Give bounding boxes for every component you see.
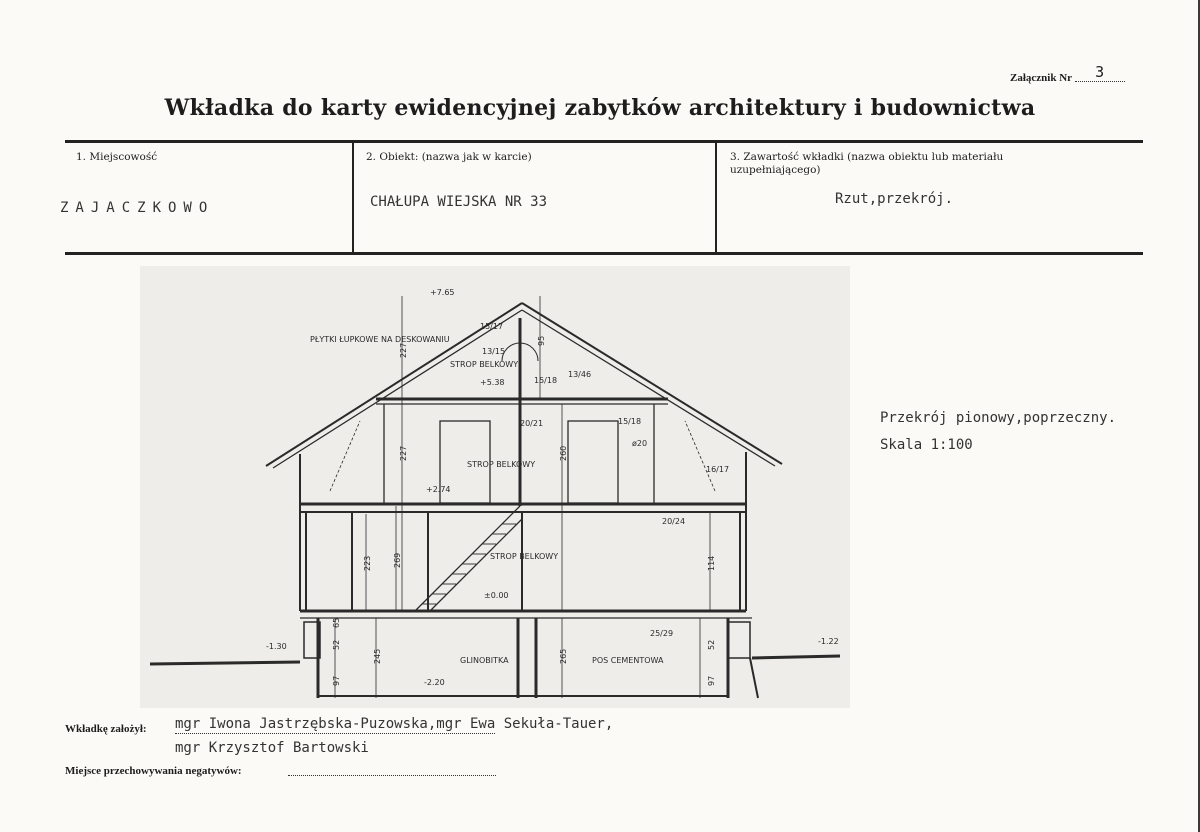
annotation-strop-upper: STROP BELKOWY [450,360,519,369]
dim-223: 223 [363,555,372,571]
section-1518b: 15/18 [618,417,642,426]
table-divider-1 [352,143,354,254]
dim-227b: 227 [399,445,408,461]
field-label-locality: 1. Miejscowość [76,151,158,163]
author-dotline [175,733,495,734]
section-1518: 15/18 [534,376,558,385]
section-1517: 15/17 [480,322,504,331]
author-line-2: mgr Krzysztof Bartowski [175,740,369,756]
field-value-locality: ZAJACZKOWO [60,200,215,216]
section-1315: 13/15 [482,347,506,356]
section-1617: 16/17 [706,465,730,474]
dim-260: 260 [559,445,568,461]
section-2024: 20/24 [662,517,686,526]
drawing-caption-1: Przekrój pionowy,poprzeczny. [880,410,1117,426]
dim-97a: 97 [332,675,341,686]
section-f20: ø20 [632,439,648,448]
dim-52b: 52 [707,639,716,650]
annotation-roof: PŁYTKI ŁUPKOWE NA DESKOWANIU [310,335,450,344]
author-line-1: mgr Iwona Jastrzębska-Puzowska,mgr Ewa Sekuła-Tauer, [175,716,614,732]
dim-227a: 227 [399,342,408,358]
field-value-object: CHAŁUPA WIEJSKA NR 33 [370,194,548,210]
dim-65: 65 [332,617,341,628]
author-label: Wkładkę założył: [65,723,147,735]
table-top-rule [65,140,1143,143]
dim-114: 114 [707,555,716,571]
section-2529: 25/29 [650,629,674,638]
table-divider-2 [715,143,717,254]
elevation-m122: -1.22 [818,637,839,646]
drawing-photo [140,266,850,708]
elevation-m220: -2.20 [424,678,445,687]
dim-97b: 97 [707,675,716,686]
cross-section-drawing [140,266,850,708]
dim-95: 95 [537,335,546,346]
page-title: Wkładka do karty ewidencyjnej zabytków architektury i budownictwa [164,95,1036,121]
elevation-538: +5.38 [480,378,505,387]
field-label-contents: 3. Zawartość wkładki (nazwa obiektu lub materiału uzupełniającego) [730,151,1004,176]
elevation-m130: -1.30 [266,642,287,651]
dim-265: 265 [559,648,568,664]
dim-245: 245 [373,648,382,664]
elevation-000: ±0.00 [484,591,509,600]
annotation-strop-lower: STROP BELKOWY [490,552,559,561]
storage-label: Miejsce przechowywania negatywów: [65,765,242,777]
annex-label: Załącznik Nr [1010,72,1072,84]
field-label-object: 2. Obiekt: (nazwa jak w karcie) [366,151,532,163]
elevation-274: +2.74 [426,485,451,494]
section-1346: 13/46 [568,370,592,379]
dim-52a: 52 [332,639,341,650]
annotation-strop-middle: STROP BELKOWY [467,460,536,469]
annex-number [1010,63,1125,86]
dim-269: 269 [393,552,402,568]
annotation-posadzka: POS CEMENTOWA [592,656,664,665]
table-bottom-rule [65,252,1143,255]
field-value-contents: Rzut,przekrój. [835,191,954,207]
drawing-caption-2: Skala 1:100 [880,437,973,453]
section-2021: 20/21 [520,419,544,428]
storage-dotline [288,775,496,776]
annotation-glinobitka: GLINOBITKA [460,656,509,665]
annex-value: 3 [1075,63,1125,82]
elevation-top: +7.65 [430,288,455,297]
